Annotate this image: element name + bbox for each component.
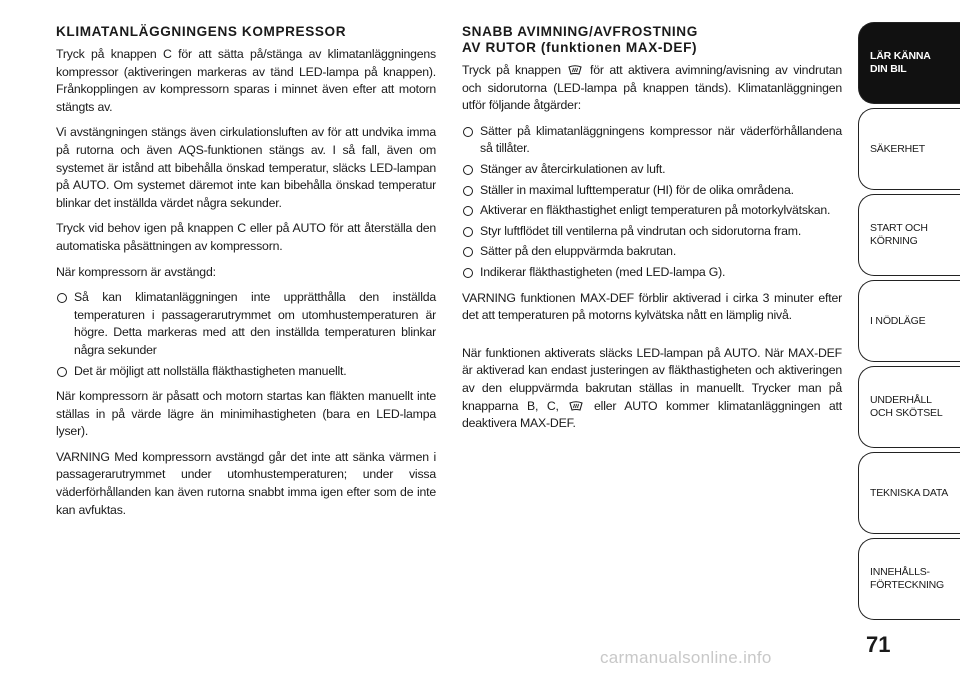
- list-item: Så kan klimatanläggningen inte upprätthålla den inställda temperaturen i passagerarutrymmet om utomhustemperaturen är högre. Detta markeras med att den inställda temperaturen blinkar några sekunder: [56, 289, 436, 359]
- bullet-list: [56, 289, 436, 380]
- paragraph: När kompressorn är påsatt och motorn startas kan fläkten manuellt inte ställas in på värde lägre än minimihastigheten (bara en LED-lampa lyser).: [56, 389, 436, 439]
- paragraph: Tryck på knappen C för att sätta på/stänga av klimatanläggningens kompressor (aktiveringen markeras av tänd LED-lampa på knappen). Frånkopplingen av kompressorn sparas i minnet även efter att motorn stängts av.: [56, 47, 436, 114]
- bullet-list: [462, 123, 842, 282]
- page-number: 71: [866, 632, 891, 657]
- tab-start-och-korning[interactable]: [858, 194, 960, 276]
- list-item: Sätter på den eluppvärmda bakrutan.: [462, 243, 842, 261]
- tab-label: START OCH KÖRNING: [870, 222, 928, 247]
- text-span: för att aktivera avimning/avisning av vindrutan och sidorutorna (LED-lampa på knappen tänds). Klimatanläggningen utför följande åtgärder:: [462, 63, 842, 113]
- tab-label: LÄR KÄNNA DIN BIL: [870, 50, 931, 75]
- list-item: Ställer in maximal lufttemperatur (HI) för de olika områdena.: [462, 182, 842, 200]
- tab-innehallsforteckning[interactable]: [858, 538, 960, 620]
- tab-tekniska-data[interactable]: [858, 452, 960, 534]
- paragraph-warning: VARNING funktionen MAX-DEF förblir aktiverad i cirka 3 minuter efter det att temperaturen på motorns kylvätska nått en lämplig nivå.: [462, 290, 842, 323]
- paragraph: [462, 345, 842, 433]
- paragraph: När kompressorn är avstängd:: [56, 264, 216, 279]
- list-item: Aktiverar en fläkthastighet enligt temperaturen på motorkylvätskan.: [462, 202, 842, 220]
- text-span: eller AUTO kommer klimatanläggningen att deaktivera MAX-DEF.: [462, 398, 842, 431]
- tab-label: UNDERHÅLL OCH SKÖTSEL: [870, 394, 943, 419]
- list-item: Stänger av återcirkulationen av luft.: [462, 161, 842, 179]
- paragraph: Vi avstängningen stängs även cirkulationsluften av för att undvika imma på rutorna och även AQS-funktionen stängs av. I så fall, även om systemet är istånd att bibehålla önskad temperatur, släcks LED-lampan på AUTO. Om systemet däremot inte kan bibehålla önskad temperatur blinkar det inställda värdet några sekunder.: [56, 125, 436, 210]
- left-column: [56, 24, 436, 527]
- text-span: Tryck på knappen: [462, 63, 561, 77]
- tab-sakerhet[interactable]: [858, 108, 960, 190]
- windshield-defrost-icon: [569, 401, 583, 411]
- tab-label: I NÖDLÄGE: [870, 314, 926, 327]
- watermark: carmanualsonline.info: [600, 648, 772, 667]
- tab-i-nodlage[interactable]: [858, 280, 960, 362]
- tab-lar-kanna-din-bil[interactable]: [858, 22, 960, 104]
- list-item: Indikerar fläkthastigheten (med LED-lampa G).: [462, 264, 842, 282]
- right-column: [462, 24, 842, 441]
- section-heading-compressor: KLIMATANLÄGGNINGENS KOMPRESSOR: [56, 24, 347, 39]
- text-span: När funktionen aktiverats släcks LED-lampan på AUTO. När MAX-DEF är aktiverad kan endast justeringen av fläkthastigheten och aktiveringen av den eluppvärmda bakrutan ställas in manuellt. Trycker man på knapparna B, C,: [462, 345, 842, 413]
- list-item: Styr luftflödet till ventilerna på vindrutan och sidorutorna fram.: [462, 223, 842, 241]
- tab-underhall-och-skotsel[interactable]: [858, 366, 960, 448]
- heading-line: AV RUTOR (funktionen MAX-DEF): [462, 40, 698, 55]
- list-item: Sätter på klimatanläggningens kompressor när väderförhållandena så tillåter.: [462, 123, 842, 158]
- paragraph: [462, 62, 842, 115]
- paragraph-warning: VARNING Med kompressorn avstängd går det inte att sänka värmen i passagerarutrymmet under utomhustemperaturen; under vissa väderförhållanden kan även rutorna snabbt imma igen efter som de inte kan avfuktas.: [56, 449, 436, 517]
- heading-line: SNABB AVIMNING/AVFROSTNING: [462, 24, 698, 39]
- windshield-defrost-icon: [568, 65, 582, 75]
- tab-label: TEKNISKA DATA: [870, 486, 949, 499]
- tab-label: INNEHÅLLS- FÖRTECKNING: [870, 566, 945, 591]
- paragraph: Tryck vid behov igen på knappen C eller på AUTO för att återställa den automatiska påsättningen av kompressorn.: [56, 221, 436, 253]
- list-item: Det är möjligt att nollställa fläkthastigheten manuellt.: [56, 363, 436, 381]
- tab-label: SÄKERHET: [870, 142, 925, 155]
- section-heading-maxdef: [462, 24, 842, 56]
- chapter-tabs: [858, 22, 960, 624]
